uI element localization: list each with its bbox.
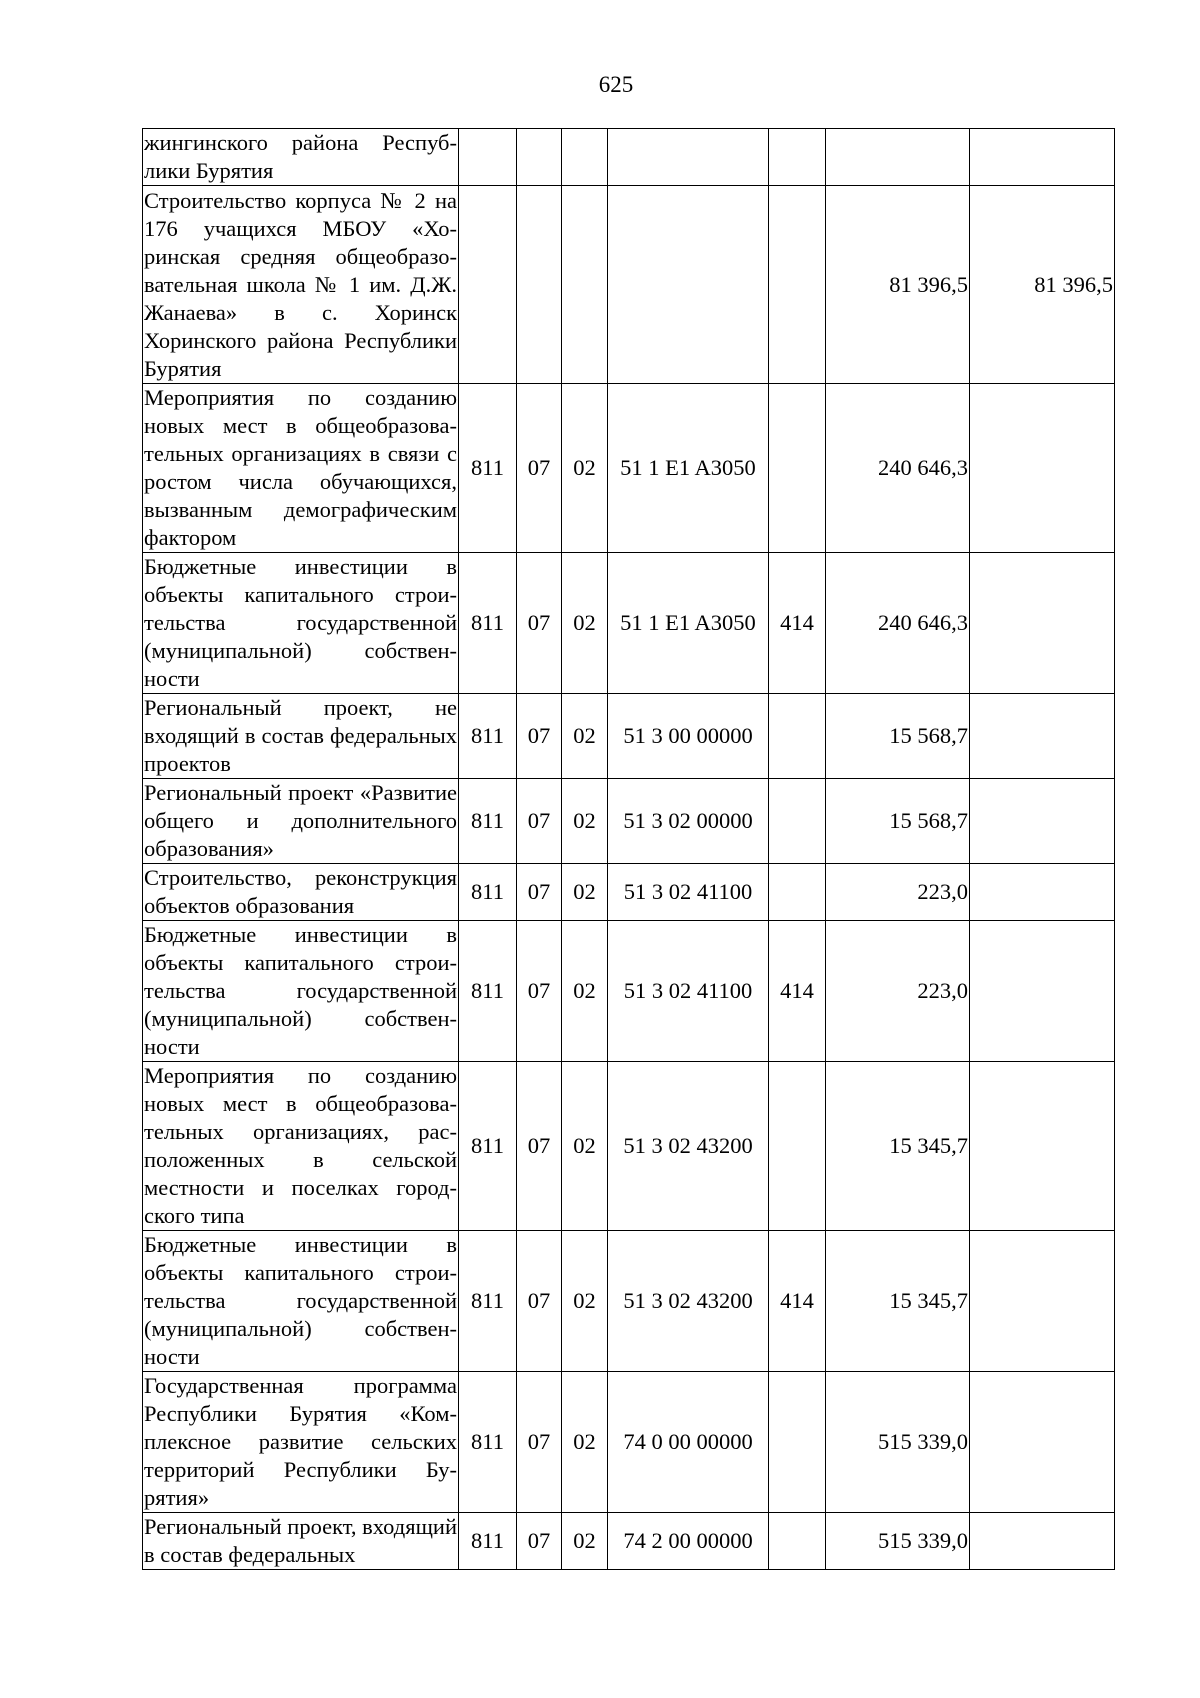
row-section-code: 07 [517,779,562,864]
row-section-code: 07 [517,864,562,921]
row-amount-1: 240 646,3 [826,384,970,553]
row-target-article-code: 51 1 E1 A3050 [608,553,769,694]
row-subsection-code: 02 [562,864,608,921]
table-row [143,1513,1115,1570]
row-amount-1: 15 345,7 [826,1231,970,1372]
row-amount-2 [970,921,1115,1062]
row-section-code: 07 [517,921,562,1062]
row-subsection-code: 02 [562,779,608,864]
table-row [143,186,1115,384]
row-subsection-code: 02 [562,1062,608,1231]
row-amount-2 [970,1231,1115,1372]
row-ministry-code [459,186,517,384]
row-subsection-code [562,186,608,384]
table-row [143,384,1115,553]
budget-table [142,128,1115,1570]
row-ministry-code [459,129,517,186]
row-ministry-code: 811 [459,694,517,779]
row-expense-type-code [769,186,826,384]
row-target-article-code: 51 3 00 00000 [608,694,769,779]
row-expense-type-code [769,1062,826,1231]
table-row [143,921,1115,1062]
table-row [143,1231,1115,1372]
row-target-article-code: 51 3 02 41100 [608,921,769,1062]
row-amount-1: 515 339,0 [826,1372,970,1513]
row-amount-2 [970,1513,1115,1570]
row-description: Строительство корпуса № 2 на 176 учащихся МБОУ «Хоринская средняя общеобразовательная школа № 1 им. Д.Ж. Жанаева» в с. Хоринск Хоринского района Республики Бурятия [143,186,459,384]
row-amount-1: 515 339,0 [826,1513,970,1570]
row-ministry-code: 811 [459,1513,517,1570]
row-amount-2 [970,129,1115,186]
row-amount-1: 15 568,7 [826,694,970,779]
row-amount-2: 81 396,5 [970,186,1115,384]
row-target-article-code [608,186,769,384]
row-subsection-code: 02 [562,384,608,553]
row-target-article-code: 51 3 02 00000 [608,779,769,864]
row-section-code: 07 [517,694,562,779]
page-number: 625 [598,72,634,97]
row-ministry-code: 811 [459,384,517,553]
row-amount-1: 15 568,7 [826,779,970,864]
row-subsection-code: 02 [562,1231,608,1372]
row-amount-1: 223,0 [826,864,970,921]
row-section-code: 07 [517,1062,562,1231]
table-row [143,1062,1115,1231]
row-amount-2 [970,864,1115,921]
row-amount-2 [970,384,1115,553]
table-row [143,694,1115,779]
row-section-code: 07 [517,1513,562,1570]
row-subsection-code: 02 [562,694,608,779]
row-expense-type-code: 414 [769,553,826,694]
row-amount-2 [970,779,1115,864]
row-ministry-code: 811 [459,1062,517,1231]
row-ministry-code: 811 [459,1231,517,1372]
row-target-article-code: 51 3 02 41100 [608,864,769,921]
row-subsection-code: 02 [562,1513,608,1570]
table-row [143,129,1115,186]
row-amount-1 [826,129,970,186]
row-amount-2 [970,1372,1115,1513]
row-target-article-code: 51 1 E1 A3050 [608,384,769,553]
row-subsection-code: 02 [562,553,608,694]
row-section-code: 07 [517,1231,562,1372]
row-expense-type-code [769,779,826,864]
row-ministry-code: 811 [459,864,517,921]
row-description: Бюджетные инвестиции в объекты капитального строительства государственной (муниципальной) собственности [143,921,459,1062]
row-description: Государственная программа Республики Бурятия «Комплексное развитие сельских территорий Республики Бурятия» [143,1372,459,1513]
row-ministry-code: 811 [459,779,517,864]
table-row [143,864,1115,921]
row-amount-2 [970,1062,1115,1231]
row-description: Бюджетные инвестиции в объекты капитального строительства государственной (муниципальной) собственности [143,553,459,694]
row-target-article-code: 51 3 02 43200 [608,1231,769,1372]
row-target-article-code: 51 3 02 43200 [608,1062,769,1231]
row-subsection-code: 02 [562,1372,608,1513]
row-description: Региональный проект, входящий в состав федеральных [143,1513,459,1570]
row-amount-1: 223,0 [826,921,970,1062]
row-target-article-code: 74 0 00 00000 [608,1372,769,1513]
row-ministry-code: 811 [459,921,517,1062]
row-expense-type-code [769,694,826,779]
row-expense-type-code: 414 [769,1231,826,1372]
row-description: Региональный проект, не входящий в состав федеральных проектов [143,694,459,779]
row-section-code [517,129,562,186]
row-amount-1: 81 396,5 [826,186,970,384]
row-ministry-code: 811 [459,1372,517,1513]
row-expense-type-code [769,1513,826,1570]
row-description: Мероприятия по созданию новых мест в общеобразовательных организациях, расположенных в сельской местности и поселках городского типа [143,1062,459,1231]
row-amount-1: 15 345,7 [826,1062,970,1231]
row-description: Региональный проект «Развитие общего и дополнительного образования» [143,779,459,864]
row-description: жингинского района Республики Бурятия [143,129,459,186]
table-row [143,553,1115,694]
row-subsection-code [562,129,608,186]
row-amount-2 [970,553,1115,694]
row-section-code [517,186,562,384]
row-section-code: 07 [517,553,562,694]
row-subsection-code: 02 [562,921,608,1062]
row-description: Мероприятия по созданию новых мест в общеобразовательных организациях в связи с ростом числа обучающихся, вызванным демографическим фактором [143,384,459,553]
row-description: Бюджетные инвестиции в объекты капитального строительства государственной (муниципальной) собственности [143,1231,459,1372]
row-expense-type-code [769,129,826,186]
row-target-article-code: 74 2 00 00000 [608,1513,769,1570]
row-section-code: 07 [517,1372,562,1513]
row-amount-2 [970,694,1115,779]
row-expense-type-code: 414 [769,921,826,1062]
row-ministry-code: 811 [459,553,517,694]
row-expense-type-code [769,384,826,553]
row-description: Строительство, реконструкция объектов образования [143,864,459,921]
row-expense-type-code [769,864,826,921]
row-expense-type-code [769,1372,826,1513]
row-amount-1: 240 646,3 [826,553,970,694]
table-row [143,779,1115,864]
row-target-article-code [608,129,769,186]
row-section-code: 07 [517,384,562,553]
table-row [143,1372,1115,1513]
